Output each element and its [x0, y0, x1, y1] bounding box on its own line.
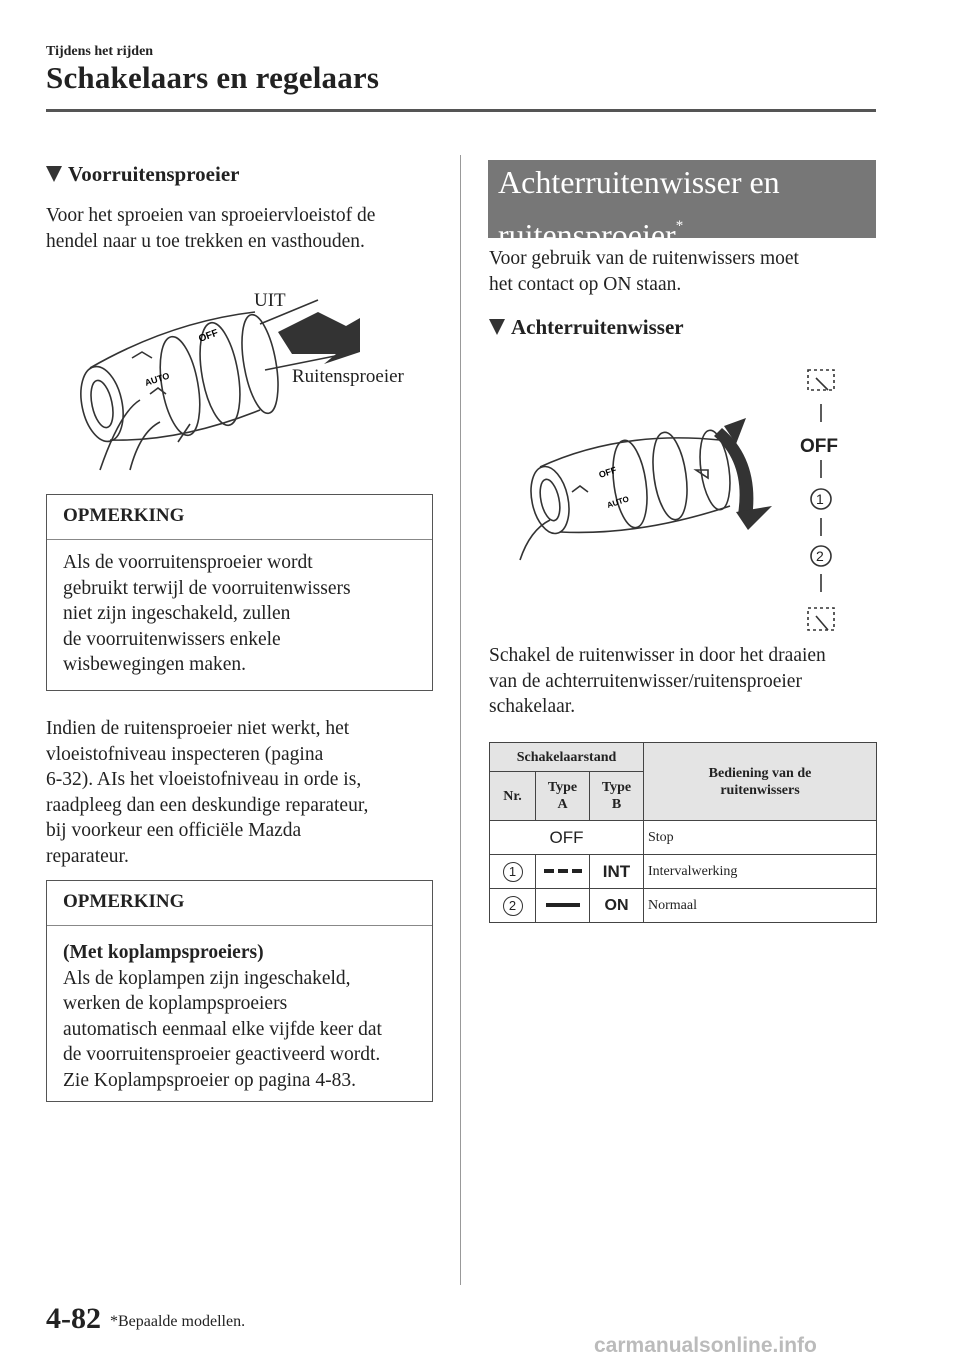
page-number: 4-82: [46, 1302, 101, 1335]
text-line: gebruikt terwijl de voorruitenwissers: [63, 577, 351, 599]
lever-knob-inner: [87, 378, 117, 429]
text-line: Zie Koplampsproeier op pagina 4-83.: [63, 1069, 356, 1091]
washer-position-icon-line: [816, 616, 828, 630]
intermittent-dashes-icon: [544, 867, 582, 875]
continuous-bar-icon: [544, 901, 582, 909]
section-label: Tijdens het rijden: [46, 44, 154, 59]
header-line: Type: [601, 780, 632, 795]
label-washer: Ruitensproeier: [292, 366, 404, 387]
text-line: reparateur.: [46, 845, 129, 867]
header-operation: [644, 743, 877, 821]
footnote-star: *: [675, 218, 684, 234]
lever-ring: [154, 334, 207, 439]
washer-icon: [150, 388, 166, 394]
header-nr: Nr.: [490, 772, 536, 821]
lever-body: [560, 506, 730, 532]
cell-nr: [490, 889, 536, 923]
lever-knob: [525, 463, 574, 537]
lever-knob: [75, 363, 130, 446]
paragraph-fluid-level: [46, 716, 368, 869]
washer-position-icon: [808, 608, 834, 630]
cell-nr: [490, 855, 536, 889]
header-divider: [46, 109, 876, 112]
cell-operation: Normaal: [644, 889, 877, 923]
note-body: [47, 926, 432, 1093]
heading-text: Achterruitenwisser: [511, 315, 684, 339]
text-line: het contact op ON staan.: [489, 273, 682, 295]
text-line: vloeistofniveau inspecteren (pagina: [46, 743, 324, 765]
column-divider: [460, 155, 461, 1285]
text-line: automatisch eenmaal elke vijfde keer dat: [63, 1018, 382, 1040]
band-title-line: Achterruitenwisser en: [498, 164, 780, 200]
lever-knob-inner: [537, 478, 563, 523]
label-off: UIT: [254, 290, 286, 311]
lever-auto-text: AUTO: [143, 370, 171, 388]
text-line: niet zijn ingeschakeld, zullen: [63, 603, 291, 624]
table-row: [490, 821, 877, 855]
position-1-label: 1: [816, 491, 824, 507]
lever-auto-text: AUTO: [605, 494, 631, 510]
note-subtitle: (Met koplampsproeiers): [63, 942, 264, 963]
text-line: Indien de ruitensproeier niet werkt, het: [46, 718, 350, 739]
text-line: Als de voorruitensproeier wordt: [63, 552, 313, 573]
note-box-1: [46, 494, 433, 691]
heading-rear-wiper: [489, 315, 684, 340]
text-line: raadpleeg dan een deskundige reparateur,: [46, 794, 369, 816]
text-line: wisbewegingen maken.: [63, 654, 247, 675]
position-2-circle-icon: 2: [503, 896, 523, 916]
header-line: Type: [547, 780, 578, 795]
heading-text: Voorruitensproeier: [68, 162, 240, 186]
text-line: de voorruitensproeier geactiveerd wordt.: [63, 1044, 381, 1065]
text-line: schakelaar.: [489, 696, 576, 717]
header-switch-position: Schakelaarstand: [490, 743, 644, 772]
text-line: van de achterruitenwisser/ruitensproeier: [489, 670, 802, 692]
position-off-label: OFF: [800, 436, 838, 457]
switch-position-table: [489, 742, 877, 923]
lever-ring: [236, 312, 285, 416]
cell-type-b: INT: [590, 855, 644, 889]
table-header-row: [490, 743, 877, 772]
lever-off-text: OFF: [197, 327, 220, 345]
washer-position-icon-line: [816, 378, 828, 390]
lever-stalk: [100, 400, 140, 470]
rear-intro-paragraph: [489, 246, 799, 297]
note-body: [47, 540, 432, 678]
header-line: ruitenwissers: [720, 782, 800, 798]
position-1-circle-icon: 1: [503, 862, 523, 882]
table-row: [490, 855, 877, 889]
table-row: [490, 889, 877, 923]
cell-type-a: [536, 889, 590, 923]
header-line: A: [557, 797, 568, 812]
band-title-text: ruitensproeier: [498, 217, 676, 253]
rear-wiper-paragraph: [489, 643, 826, 720]
washer-icon: [132, 352, 152, 358]
page-title: Schakelaars en regelaars: [46, 60, 380, 95]
text-line: Schakel de ruitenwisser in door het draaien: [489, 645, 826, 666]
lever-ring: [648, 430, 692, 522]
cell-position-off: OFF: [490, 821, 644, 855]
cell-operation: Intervalwerking: [644, 855, 877, 889]
lever-body: [90, 312, 255, 368]
footnote-text: *Bepaalde modellen.: [110, 1313, 246, 1330]
position-2-label: 2: [816, 548, 824, 564]
watermark: carmanualsonline.info: [594, 1334, 817, 1357]
cell-type-a: [536, 855, 590, 889]
text-line: Voor gebruik van de ruitenwissers moet: [489, 248, 799, 269]
lever-stalk: [130, 422, 160, 470]
text-line: de voorruitenwissers enkele: [63, 628, 281, 650]
lever-off-text: OFF: [597, 464, 618, 480]
washer-icon: [572, 486, 588, 492]
text-line: Als de koplampen zijn ingeschakeld,: [63, 967, 351, 989]
header-type-b: [590, 772, 644, 821]
text-line: hendel naar u toe trekken en vasthouden.: [46, 230, 365, 252]
lever-stalk: [520, 520, 550, 560]
section-band: [488, 160, 876, 253]
rear-wiper-rotation-illustration: [510, 360, 860, 635]
note-box-2: [46, 880, 433, 1102]
washer-position-icon: [808, 370, 834, 390]
note-title: OPMERKING: [47, 881, 432, 926]
text-line: bij voorkeur een officiële Mazda: [46, 820, 302, 841]
rotation-arrow-band: [714, 428, 753, 518]
heading-windshield-washer: [46, 162, 239, 187]
cell-operation: Stop: [644, 821, 877, 855]
cell-type-b: ON: [590, 889, 644, 923]
triangle-bullet-icon: [489, 319, 505, 335]
text-line: werken de koplampsproeiers: [63, 993, 288, 1014]
text-line: 6-32). AIs het vloeistofniveau in orde is,: [46, 769, 362, 790]
triangle-bullet-icon: [46, 166, 62, 182]
header-line: B: [611, 797, 622, 812]
note-title: OPMERKING: [47, 495, 432, 540]
header-line: Bediening van de: [708, 765, 812, 781]
text-line: Voor het sproeien van sproeiervloeistof de: [46, 205, 376, 226]
header-type-a: [536, 772, 590, 821]
intro-paragraph: [46, 203, 375, 254]
pull-arrow-icon: [278, 312, 360, 364]
lever-pull-illustration: [60, 282, 420, 482]
